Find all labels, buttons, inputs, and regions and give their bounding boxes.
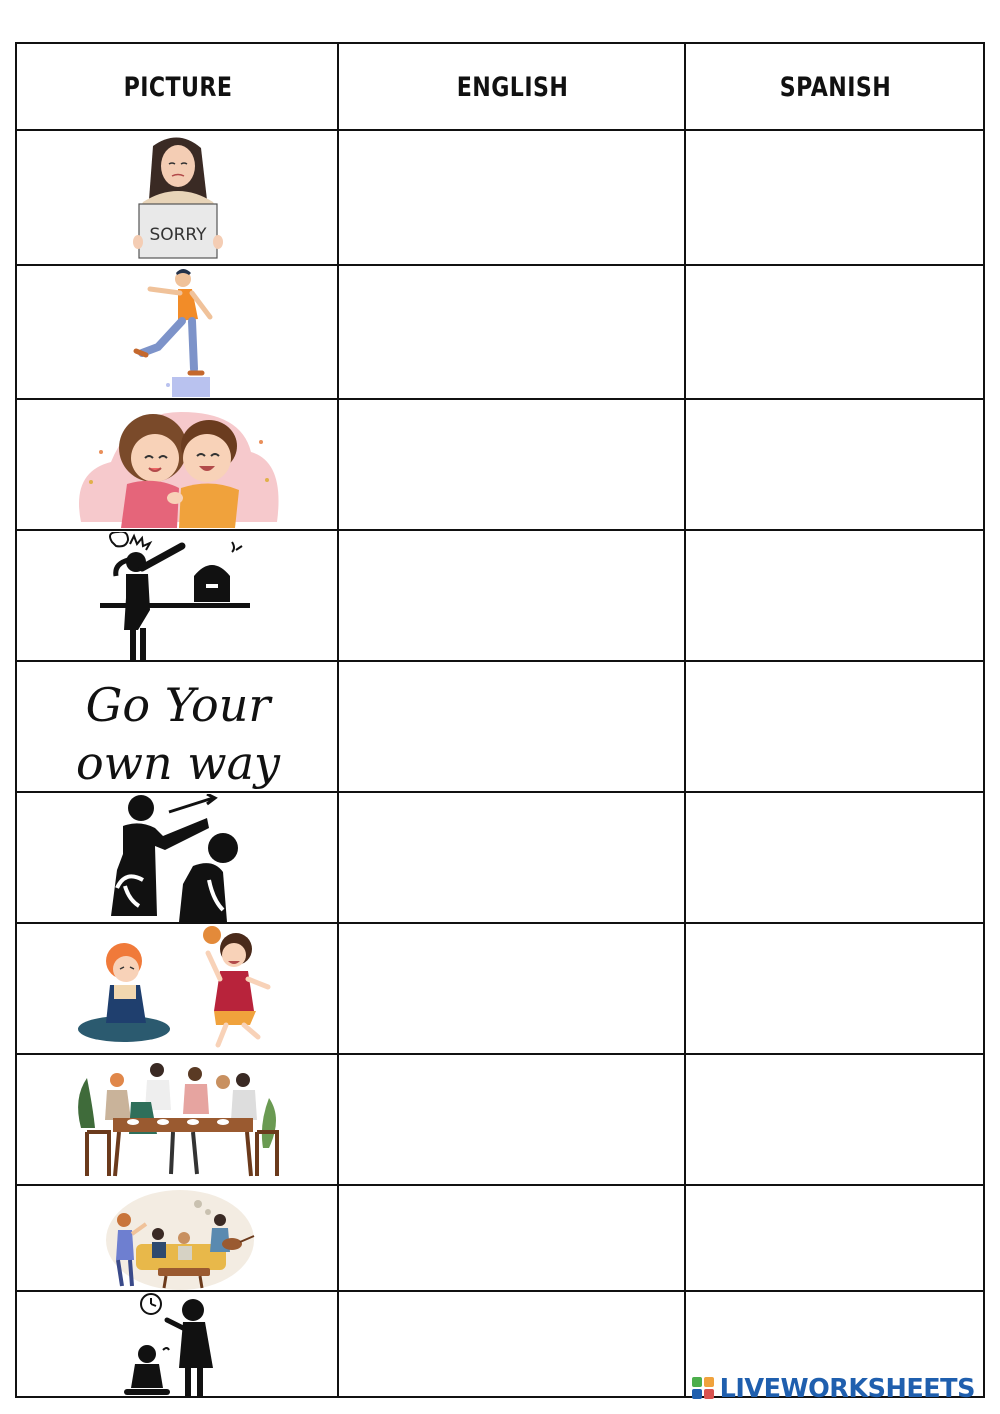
picture-waiting-clock <box>17 1292 339 1396</box>
answer-cell-english[interactable] <box>339 924 684 1053</box>
answer-cell-english[interactable] <box>339 793 684 922</box>
answer-cell-spanish[interactable] <box>686 400 983 529</box>
answer-cell-english[interactable] <box>339 1186 684 1290</box>
answer-cell-english[interactable] <box>339 662 684 791</box>
picture-friends-party <box>17 1186 339 1290</box>
liveworksheets-logo-icon <box>692 1377 714 1401</box>
header-spanish: SPANISH <box>779 71 892 103</box>
header-english: ENGLISH <box>456 71 569 103</box>
answer-cell-english[interactable] <box>339 1055 684 1184</box>
picture-friends-dining <box>17 1055 339 1184</box>
lettering-line: own way <box>75 735 281 790</box>
picture-children-playing <box>17 924 339 1053</box>
answer-cell-spanish[interactable] <box>686 531 983 660</box>
answer-cell-spanish[interactable] <box>686 662 983 791</box>
answer-cell-spanish[interactable] <box>686 1186 983 1290</box>
answer-cell-spanish[interactable] <box>686 793 983 922</box>
picture-angry-customer <box>17 531 339 660</box>
answer-cell-spanish[interactable] <box>686 266 983 398</box>
picture-man-stepping <box>17 266 339 398</box>
answer-cell-english[interactable] <box>339 266 684 398</box>
picture-sorry-girl <box>17 131 339 264</box>
answer-cell-spanish[interactable] <box>686 1055 983 1184</box>
answer-cell-english[interactable] <box>339 131 684 264</box>
answer-cell-english[interactable] <box>339 400 684 529</box>
liveworksheets-watermark <box>692 1374 978 1404</box>
sorry-sign-text: SORRY <box>149 224 207 245</box>
answer-cell-english[interactable] <box>339 1292 684 1396</box>
picture-rejection <box>17 793 339 922</box>
vocabulary-table <box>15 42 985 1398</box>
answer-cell-spanish[interactable] <box>686 924 983 1053</box>
header-picture: PICTURE <box>123 71 233 103</box>
watermark-brand-text: LIVEWORKSHEETS <box>719 1374 975 1404</box>
answer-cell-english[interactable] <box>339 531 684 660</box>
lettering-line: Go Your <box>85 677 271 732</box>
picture-go-your-own-way <box>17 662 339 791</box>
answer-cell-spanish[interactable] <box>686 131 983 264</box>
picture-children-hugging <box>17 400 339 529</box>
